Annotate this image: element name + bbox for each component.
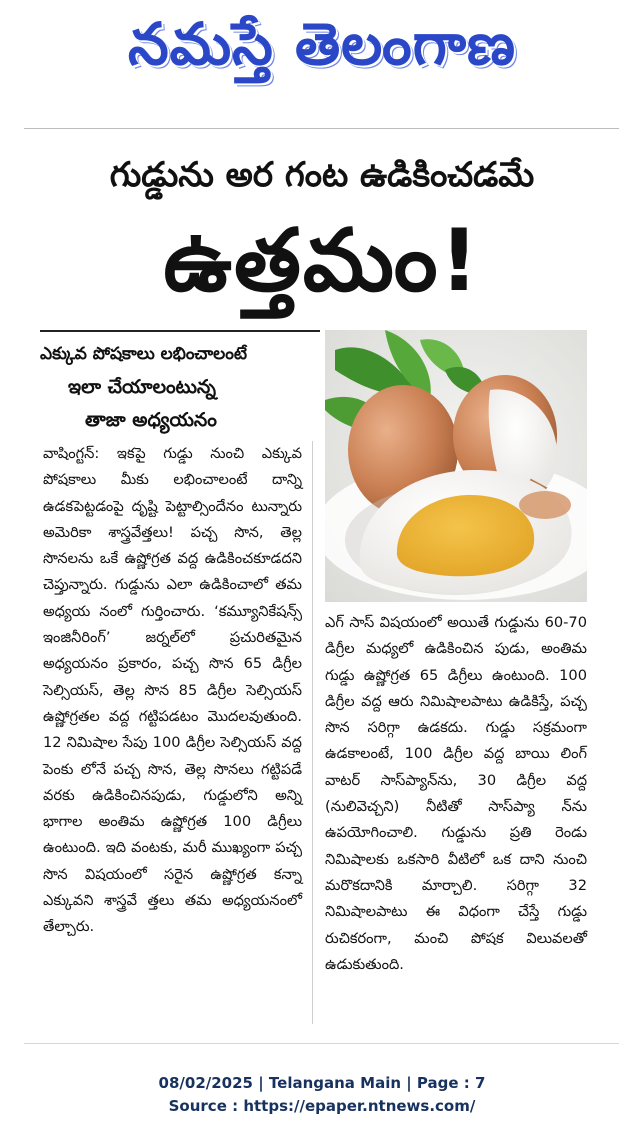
article-body-right-column [325,610,587,978]
boiled-eggs-photo [325,330,587,602]
deck-line-3: తాజా అధ్యయనం [85,409,217,431]
deck-line-2: ఇలా చేయాలంటున్న [68,376,216,398]
edition-info: 08/02/2025 | Telangana Main | Page : 7 [158,1074,486,1092]
article-body-right-text: ఎగ్ సాస్ విషయంలో అయితే గుడ్డును 60-70 డిగ్రీల మధ్యలో ఉడికించిన పుడు, అంతిమ గుడ్డు ఉష్ణోగ్రత 65 డిగ్రీలు ఉంటుంది. 100 డిగ్రీల వద్ద ఆరు నిమిషాలపాటు ఉడికిస్తే, పచ్చ సొన సరిగ్గా ఉడకదు. గుడ్డు సక్రమంగా ఉడకాలంటే, 100 డిగ్రీల వద్ద బాయి లింగ్ వాటర్ సాస్‌ప్యాన్‌ను, 30 డిగ్రీల వద్ద (నులివెచ్చని) నీటితో సాస్‌ప్యా న్‌ను ఉపయోగించాలి. గుడ్డును ప్రతి రెండు నిమిషాలకు ఒకసారి వీటిలో ఒక దాని నుంచి మరొకదానికి మార్చాలి. సరిగ్గా 32 నిమిషాలపాటు ఈ విధంగా చేస్తే గుడ్డు రుచికరంగా, మంచి పోషక విలువలతో ఉడుకుతుంది. [325,614,587,973]
article-body-left-column [43,441,302,941]
article-body-left-text: వాషింగ్టన్: ఇకపై గుడ్డు నుంచి ఎక్కువ పోషకాలు మీకు లభించాలంటే దాన్ని ఉడకపెట్టడంపై దృష్టి పెట్టాల్సిందేనం టున్నారు అమెరికా శాస్త్రవేత్తలు! పచ్చ సొన, తెల్ల సొనలను ఒకే ఉష్ణోగ్రత వద్ద ఉడికించకూడదని చెప్తున్నారు. గుడ్డును ఎలా ఉడికించాలో తమ అధ్యయ నంలో గుర్తించారు. ‘కమ్యూనికేషన్స్ ఇంజినీరింగ్’ జర్నల్‌లో ప్రచురితమైన అధ్యయనం ప్రకారం, పచ్చ సొన 65 డిగ్రీల సెల్సియస్, తెల్ల సొన 85 డిగ్రీల సెల్సియస్ ఉష్ణోగ్రతల వద్ద గట్టిపడటం మొదలవుతుంది. 12 నిమిషాల సేపు 100 డిగ్రీల సెల్సియస్ వద్ద పెంకు లోనే పచ్చ సొన, తెల్ల సొనలు గట్టిపడే వరకు ఉడికించినపుడు, గుడ్డులోని అన్ని భాగాల అంతిమ ఉష్ణోగ్రత 100 డిగ్రీలు ఉంటుంది. ఇది వంటకు, మరీ ముఖ్యంగా పచ్చ సొన విషయంలో సరైన ఉష్ణోగ్రత కన్నా ఎక్కువని శాస్త్రవే త్తలు తమ అధ్యయనంలో తేల్చారు. [43,445,302,936]
article-headline: ఉత్తమం! [163,211,481,311]
source-url[interactable]: Source : https://epaper.ntnews.com/ [168,1097,476,1115]
newspaper-masthead [0,0,644,92]
boiled-eggs-illustration [325,330,587,602]
column-divider [312,441,313,1024]
clip-bottom-rule [24,1043,619,1044]
deck-line-1: ఎక్కువ పోషకాలు లభించాలంటే [40,344,247,364]
article-deck [40,330,320,437]
article-kicker: గుడ్డును అర గంట ఉడికించడమే [109,155,535,195]
masthead-title: నమస్తే తెలంగాణ [128,10,516,78]
